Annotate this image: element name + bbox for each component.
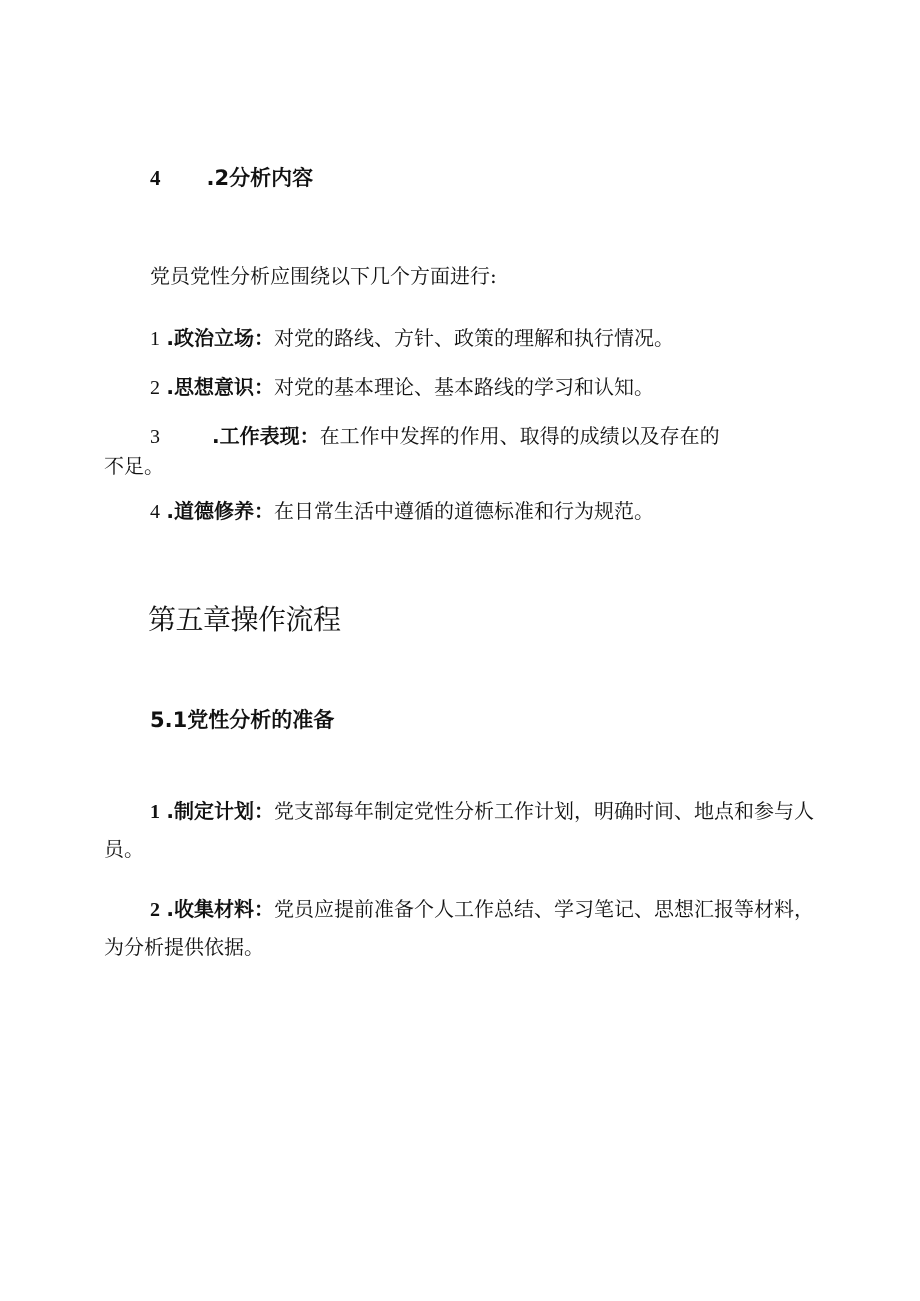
list-text: 对党的路线、方针、政策的理解和执行情况。 <box>273 326 674 350</box>
list-item <box>150 370 654 405</box>
step-number: 2 <box>150 899 160 921</box>
section-title: .2分析内容 <box>206 166 314 190</box>
step-text: 党员应提前准备个人工作总结、学习笔记、思想汇报等材料，为分析提供依据。 <box>104 897 814 959</box>
section-number: 4 <box>150 166 161 190</box>
list-text: 在工作中发挥的作用、取得的成绩以及存在的 <box>319 424 720 448</box>
list-item <box>150 419 720 454</box>
list-item <box>150 494 654 529</box>
list-label: .思想意识： <box>166 375 274 399</box>
list-text: 在日常生活中遵循的道德标准和行为规范。 <box>273 499 654 523</box>
intro-text: 党员党性分析应围绕以下几个方面进行: <box>150 264 497 288</box>
list-number: 1 <box>150 328 160 350</box>
list-label: .工作表现： <box>212 424 320 448</box>
list-number: 4 <box>150 501 160 523</box>
step-label: .制定计划： <box>166 799 274 823</box>
step-text: 党支部每年制定党性分析工作计划，明确时间、地点和参与人员。 <box>104 799 814 861</box>
step-paragraph <box>104 891 816 966</box>
step-paragraph <box>104 793 816 868</box>
list-item-continuation: 不足。 <box>104 454 164 478</box>
list-text: 对党的基本理论、基本路线的学习和认知。 <box>273 375 654 399</box>
list-number: 2 <box>150 377 160 399</box>
section-heading-5-1: 5.1党性分析的准备 <box>150 708 335 732</box>
list-label: .政治立场： <box>166 326 274 350</box>
list-item <box>150 321 674 356</box>
list-number: 3 <box>150 426 160 448</box>
section-heading-4-2 <box>150 162 313 192</box>
chapter-title: 第五章操作流程 <box>148 603 341 636</box>
step-label: .收集材料： <box>166 897 274 921</box>
step-number: 1 <box>150 801 160 823</box>
list-label: .道德修养： <box>166 499 274 523</box>
